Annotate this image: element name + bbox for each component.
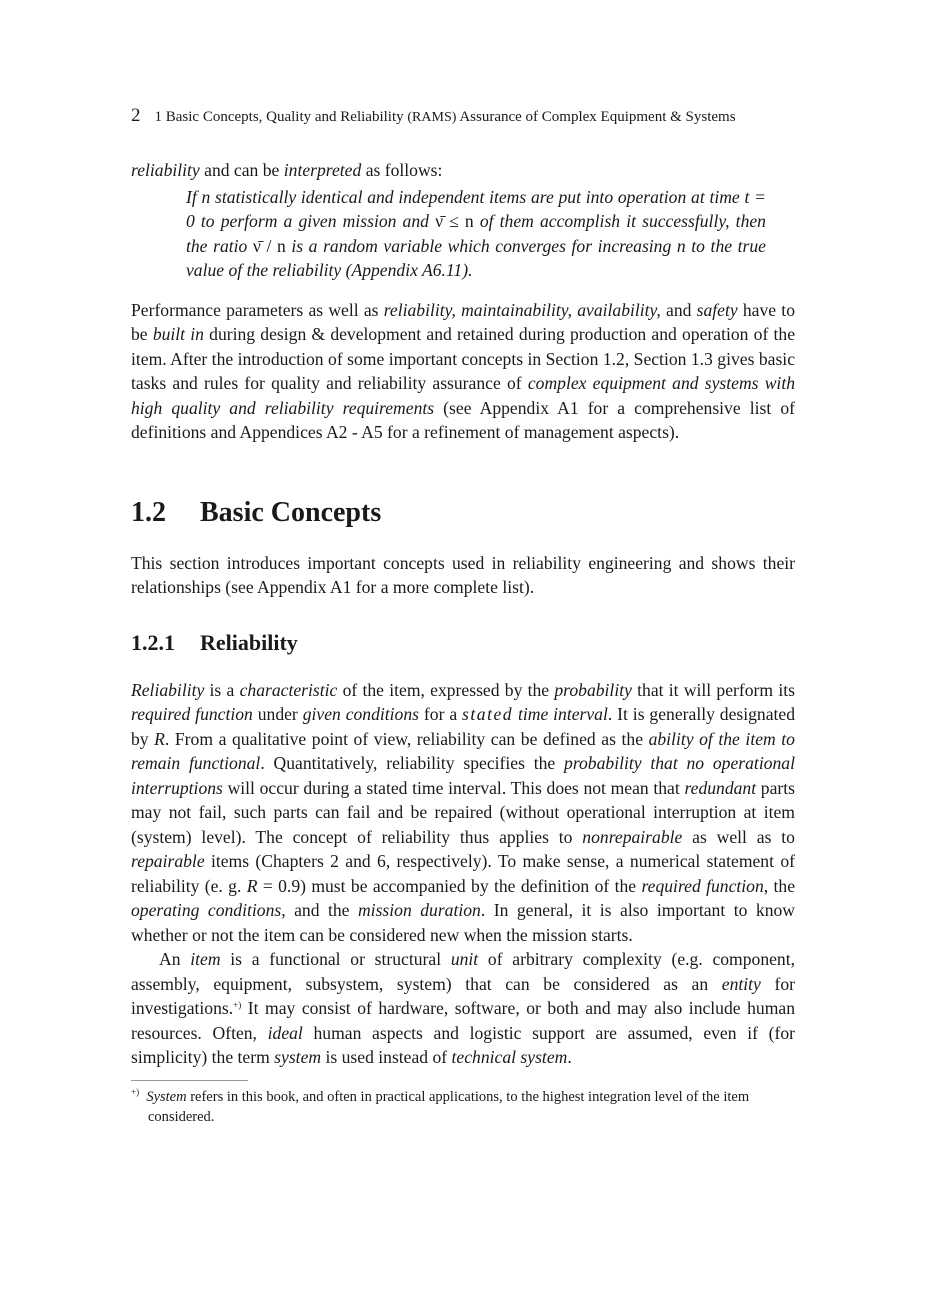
perf-text: and bbox=[660, 299, 697, 320]
perf-text: (see Appendix A1 for a comprehensive list of definitions and Appendices A2 - A5 for a refinement of management aspects). bbox=[131, 397, 795, 442]
rel-text: and the bbox=[285, 900, 358, 920]
rel-text: . Quantitatively, reliability specifies the bbox=[260, 753, 565, 773]
rel-text: = 0.9) must be accompanied by the definition of the bbox=[257, 875, 642, 896]
subsection-heading bbox=[131, 628, 795, 658]
footnote-mark: +) bbox=[131, 1086, 140, 1097]
rel-emph: given conditions bbox=[302, 704, 420, 724]
section-number: 1.2 bbox=[131, 496, 166, 528]
footnote-emph: System bbox=[146, 1088, 187, 1105]
rel-text: items (Chapters 2 and 6, respectively). To make sense, a numerical statement of reliability (e. g. bbox=[131, 851, 795, 896]
rel-emph: time interval bbox=[513, 704, 608, 724]
page-number: 2 bbox=[131, 105, 141, 126]
item-emph: entity bbox=[721, 973, 761, 994]
intro-emph-interpreted: interpreted bbox=[283, 160, 362, 180]
rel-emph: probability bbox=[554, 679, 632, 700]
quote-text-2: of them accomplish it successfully, then the ratio bbox=[186, 211, 766, 256]
rel-text: is a bbox=[204, 679, 240, 700]
rel-text: will occur during a stated time interval. This does not mean that bbox=[222, 777, 685, 798]
rel-emph: required function bbox=[641, 875, 764, 896]
page bbox=[131, 104, 795, 1127]
footnote-text: refers in this book, and often in practical applications, to the highest integration level of the item considered. bbox=[148, 1088, 750, 1125]
item-text: is a functional or structural bbox=[220, 949, 451, 969]
item-text: An bbox=[159, 949, 191, 969]
perf-emph: built in bbox=[152, 324, 204, 344]
rel-text: . It is generally designated by bbox=[131, 704, 796, 749]
rel-emph: repairable bbox=[131, 851, 205, 871]
item-emph: system bbox=[274, 1047, 322, 1067]
item-paragraph bbox=[131, 947, 795, 1070]
perf-text: Performance parameters as well as bbox=[131, 299, 384, 320]
item-text: . bbox=[567, 1047, 572, 1067]
item-emph: unit bbox=[450, 949, 479, 969]
chapter-title-prefix: 1 Basic Concepts, Quality and Reliability bbox=[154, 109, 408, 125]
rel-text: parts may not fail, such parts can fail and be repaired (without operational interruption at item (system) level). The concept of reliability thus applies to bbox=[131, 777, 795, 847]
rel-symbol-r: R bbox=[154, 728, 165, 749]
rel-symbol-r: R bbox=[246, 875, 258, 896]
reliability-paragraph bbox=[131, 678, 795, 948]
rel-emph: probability that no operational interruptions bbox=[131, 753, 795, 798]
intro-text: and can be bbox=[199, 160, 284, 180]
perf-text: during design & development and retained during production and operation of the item. After the introduction of some important concepts in Section 1.2, Section 1.3 gives basic tasks and rules for quality and reliability assurance of bbox=[131, 324, 796, 393]
perf-emph: complex equipment and systems with high quality and reliability requirements bbox=[131, 373, 796, 418]
subsection-number: 1.2.1 bbox=[131, 629, 175, 655]
section-title: Basic Concepts bbox=[200, 496, 382, 528]
perf-emph: reliability, maintainability, availability, bbox=[383, 299, 661, 320]
rel-text: of the item, expressed by the bbox=[337, 679, 555, 700]
perf-text: have to be bbox=[131, 299, 795, 344]
item-text: for investigations. bbox=[131, 973, 795, 1018]
item-text: It may consist of hardware, software, or both and may also include human resources. Often, bbox=[131, 998, 795, 1043]
item-text: is used instead of bbox=[321, 1047, 452, 1067]
definition-quote bbox=[186, 185, 766, 283]
rel-text: as well as to bbox=[682, 826, 795, 847]
rel-emph: Reliability bbox=[131, 679, 205, 700]
quote-formula-2: ν̄ / n bbox=[252, 235, 286, 256]
rel-text: . From a qualitative point of view, reliability can be defined as the bbox=[164, 728, 649, 749]
item-emph: item bbox=[190, 949, 221, 969]
rel-emph: mission duration bbox=[357, 900, 481, 920]
footnote bbox=[131, 1087, 795, 1127]
rel-text: , the bbox=[763, 875, 796, 896]
footnote-mark: +) bbox=[233, 1000, 242, 1010]
intro-emph-reliability: reliability bbox=[131, 160, 200, 180]
section-heading bbox=[131, 495, 795, 531]
chapter-title-suffix: Assurance of Complex Equipment & Systems bbox=[456, 109, 736, 125]
rel-emph: ability of the item to remain functional bbox=[131, 728, 795, 773]
rel-text: under bbox=[252, 704, 303, 724]
item-emph: ideal bbox=[267, 1022, 303, 1043]
rel-emph: nonrepairable bbox=[582, 826, 683, 847]
rel-text: that it will perform its bbox=[631, 679, 795, 700]
rel-emph: required function bbox=[131, 704, 253, 724]
intro-text-end: as follows: bbox=[361, 160, 443, 180]
rel-emph-stated: stated bbox=[462, 704, 514, 724]
rel-emph: redundant bbox=[684, 777, 757, 798]
item-text: of arbitrary complexity (e.g. component, assembly, equipment, subsystem, system) that can be considered as an bbox=[131, 949, 796, 994]
section-intro-paragraph: This section introduces important concepts used in reliability engineering and shows their relationships (see Appendix A1 for a more complete list). bbox=[131, 552, 795, 597]
quote-formula-1: ν̄ ≤ n bbox=[435, 211, 474, 231]
subsection-title: Reliability bbox=[200, 629, 298, 655]
running-header bbox=[131, 104, 795, 130]
rel-emph: operating conditions, bbox=[131, 900, 286, 920]
rel-emph: characteristic bbox=[239, 679, 338, 700]
item-emph: technical system bbox=[451, 1047, 568, 1067]
item-text: human aspects and logistic support are assumed, even if (for simplicity) the term bbox=[131, 1022, 795, 1067]
quote-text-1: If n statistically identical and independent items are put into operation at time t = 0 to perform a given mission and bbox=[186, 186, 766, 231]
performance-paragraph bbox=[131, 298, 795, 445]
perf-emph: safety bbox=[696, 299, 738, 320]
chapter-title-abbr: (RAMS) bbox=[407, 110, 457, 125]
intro-paragraph bbox=[131, 158, 795, 183]
rel-text: for a bbox=[419, 704, 463, 724]
quote-text-3: is a random variable which converges for increasing n to the true value of the reliability (Appendix A6.11). bbox=[186, 235, 766, 280]
footnote-divider bbox=[131, 1080, 248, 1081]
rel-text: . In general, it is also important to know whether or not the item can be considered new when the mission starts. bbox=[131, 900, 795, 945]
